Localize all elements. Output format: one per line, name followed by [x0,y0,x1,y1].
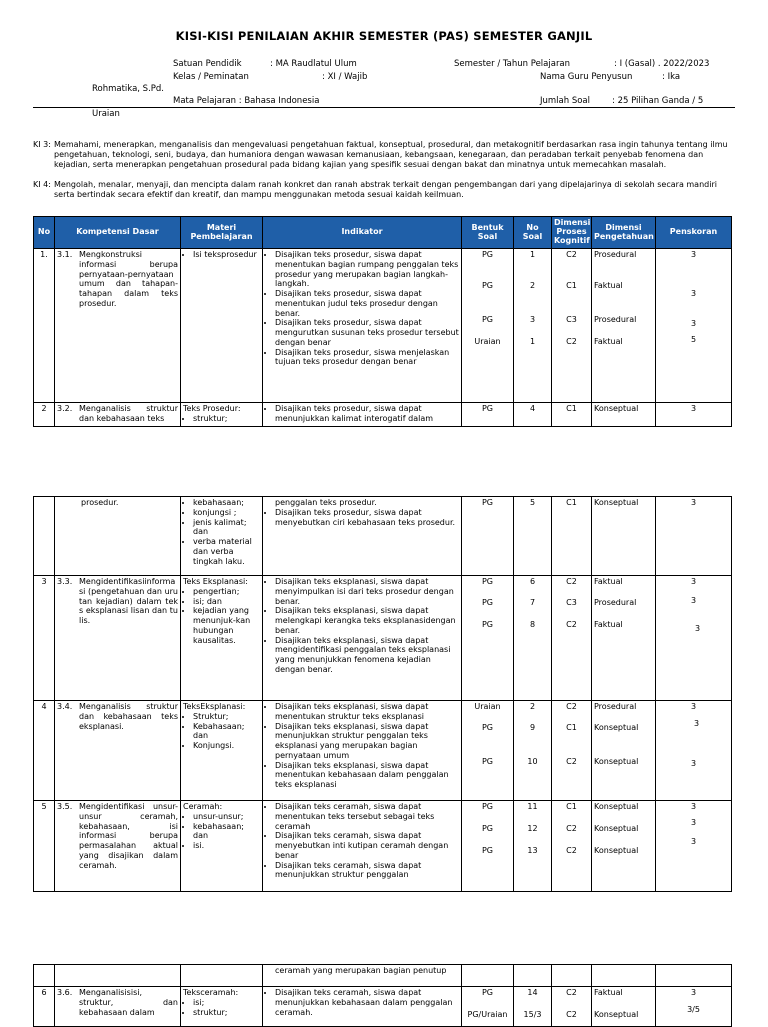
pengetahuan-value: Faktual [594,337,623,346]
col-no: No [34,217,55,249]
indikator-cell [263,576,462,701]
skor-value: 3 [690,988,697,997]
nosoal-value: 1 [529,250,536,259]
ki3-text: Memahami, menerapkan, menganalisis dan mengevaluasi pengetahuan faktual, konseptual, prosedural, dan metakognitif berdasarkan rasa ingin tahunya tentang ilmu pengetahuan, teknologi, seni, budaya, dan humaniora dengan wawasan kemanusiaan, kebangsaan, kenegaraan, dan peradaban terkait penyebab fenomena dan kejadian, serta menerapkan pengetahuan prosedural pada bidang kajian yang spesifik sesuai dengan bakat dan minatnya untuk memecahkan masalah. [54,140,728,169]
bentuk-cell [462,801,514,892]
col-indikator: Indikator [263,217,462,249]
indikator-item: • Disajikan teks eksplanasi, siswa dapat melengkapi kerangka teks eksplanasidengan benar. [275,606,459,635]
indikator-cont: ceramah yang merupakan bagian penutup [275,966,447,975]
row-no: 6 [34,987,55,1027]
materi-item: • kebahasaan; dan [193,822,260,842]
kisi-table-part-2 [33,496,732,892]
col-bentuk: Bentuk Soal [462,217,514,249]
materi-heading: Ceramah: [183,802,223,811]
nosoal-value: 7 [529,598,536,607]
proses-value: C3 [566,598,577,607]
semester-value: : I (Gasal) . 2022/2023 [614,59,710,69]
indikator-item: • Disajikan teks prosedur, siswa dapat menentukan bagian rumpang penggalan teks prosedur yang merupakan bagian langkah-langkah. [275,250,459,289]
skor-value: 3 [690,759,697,768]
table-row [34,249,732,403]
bentuk-value: PG [481,723,494,732]
proses-cell [552,965,592,987]
materi-item: • kejadian yang menunjuk-kan hubungan kausalitas. [193,606,260,645]
proses-value: C1 [566,723,577,732]
kd-text: Menganalisisisi, struktur, dan kebahasaan dalam [79,988,178,1017]
indikator-item: • Disajikan teks ceramah, siswa dapat menunjukkan kebahasaan dalam penggalan ceramah. [275,988,459,1017]
nosoal-value: 11 [527,802,538,811]
pengetahuan-cell [592,987,656,1027]
kisi-table-part-3 [33,964,732,1027]
satuan-value: : MA Raudlatul Ulum [270,59,357,69]
skor-value: 5 [690,335,697,344]
pengetahuan-value: Konseptual [594,757,639,766]
indikator-item: • Disajikan teks eksplanasi, siswa dapat mengidentifikasi penggalan teks eksplanasi yang menunjukkan fenomena kejadian dengan benar. [275,636,459,675]
kd-number: 3.3. [57,577,73,586]
materi-heading: Teks Prosedur: [183,404,241,413]
bentuk-value: Uraian [474,702,501,711]
table-row [34,576,732,701]
pengetahuan-value: Konseptual [594,802,639,811]
materi-item: • isi; dan [193,597,260,607]
col-materi: Materi Pembelajaran [181,217,263,249]
skor-cell [656,987,732,1027]
table-row [34,965,732,987]
ki4-label: KI 4: [33,180,51,189]
materi-cell [181,701,263,801]
materi-cell [181,965,263,987]
bentuk-value: PG [481,281,494,290]
proses-value: C2 [566,1010,577,1019]
materi-item: • Isi teksprosedur [193,250,260,260]
table-header-row [34,217,732,249]
table-row [34,987,732,1027]
indikator-item: • Disajikan teks prosedur, siswa menjelaskan tujuan teks prosedur dengan benar [275,348,459,368]
skor-value: 3 [690,289,697,298]
guru-value: : Ika [662,72,681,82]
proses-value: C2 [566,620,577,629]
mapel-label: Mata Pelajaran : Bahasa Indonesia [173,96,320,106]
indikator-item: • Disajikan teks prosedur, siswa dapat menentukan judul teks prosedur dengan benar. [275,289,459,318]
nosoal-value: 14 [527,988,538,997]
guru-value-cont: Rohmatika, S.Pd. [92,84,165,94]
nosoal-value: 1 [529,337,536,346]
indikator-item: • Disajikan teks eksplanasi, siswa dapat menentukan kebahasaan dalam penggalan teks eksplanasi [275,761,459,790]
pengetahuan-cell [592,249,656,403]
indikator-item: • Disajikan teks eksplanasi, siswa dapat menyimpulkan isi dari teks prosedur dengan benar. [275,577,459,606]
kd-cell [55,249,181,403]
guru-label: Nama Guru Penyusun [540,72,633,82]
nosoal-value: 2 [529,702,536,711]
row-no [34,965,55,987]
proses-value: C3 [566,315,577,324]
row-no: 1. [34,249,55,403]
proses-cell [552,701,592,801]
semester-label: Semester / Tahun Pelajaran [454,59,571,69]
indikator-item: • Disajikan teks ceramah, siswa dapat menunjukkan struktur penggalan [275,861,459,881]
nosoal-value: 10 [527,757,538,766]
bentuk-cell [462,965,514,987]
materi-heading: Teks Eksplanasi: [183,577,248,586]
kelas-label: Kelas / Peminatan [173,72,249,82]
jumlah-value-cont: Uraian [92,109,120,119]
materi-item: • pengertian; [193,587,260,597]
proses-value: C2 [566,824,577,833]
table-row [34,801,732,892]
materi-item: • Konjungsi. [193,741,260,751]
indikator-cell [263,801,462,892]
proses-cell [552,987,592,1027]
ki3-label: KI 3: [33,140,51,149]
proses-value: C2 [566,988,577,997]
satuan-label: Satuan Pendidik [173,59,242,69]
skor-value: 3 [690,802,697,811]
proses-value: C1 [552,497,592,576]
kd-number: 3.1. [57,250,73,259]
ki4-block [33,180,733,200]
pengetahuan-cell [592,701,656,801]
indikator-item: • Disajikan teks eksplanasi, siswa dapat menentukan struktur teks eksplanasi [275,702,459,722]
skor-value: 3 [690,250,697,259]
materi-item: • Kebahasaan; dan [193,722,260,742]
nosoal-value: 9 [529,723,536,732]
pengetahuan-value: Konseptual [592,497,656,576]
proses-cell [552,576,592,701]
indikator-item: • Disajikan teks prosedur, siswa dapat menunjukkan kalimat interogatif dalam [275,404,459,424]
kd-cell [55,497,181,576]
proses-value: C2 [566,846,577,855]
skor-cell [656,576,732,701]
pengetahuan-value: Faktual [594,577,623,586]
materi-cell [181,497,263,576]
pengetahuan-value: Prosedural [594,598,637,607]
nosoal-value: 15/3 [523,1010,542,1019]
kd-cell [55,403,181,427]
bentuk-value: PG [481,315,494,324]
pengetahuan-cell [592,801,656,892]
bentuk-value: Uraian [474,337,501,346]
kd-cell [55,965,181,987]
bentuk-value: PG [481,250,494,259]
materi-item: • verba material dan verba tingkah laku. [193,537,260,566]
skor-value: 3 [690,837,697,846]
kd-cell [55,576,181,701]
materi-cell [181,403,263,427]
materi-item: • unsur-unsur; [193,812,260,822]
nosoal-cell [514,249,552,403]
proses-value: C2 [566,757,577,766]
jumlah-label: Jumlah Soal [540,96,590,106]
materi-item: • struktur; [193,1008,260,1018]
pengetahuan-value: Prosedural [594,250,637,259]
row-no [34,497,55,576]
kd-text: Mengkonstruksi informasi berupa pernyataan-pernyataan umum dan tahapan-tahapan dalam teks prosedur. [79,250,178,308]
ki3-block [33,140,733,169]
kelas-value: : XI / Wajib [322,72,368,82]
nosoal-cell [514,801,552,892]
col-kd: Kompetensi Dasar [55,217,181,249]
pengetahuan-value: Konseptual [594,846,639,855]
pengetahuan-cell [592,576,656,701]
bentuk-value: PG [481,757,494,766]
kd-number: 3.5. [57,802,73,811]
bentuk-value: PG [481,988,494,997]
bentuk-value: PG [481,620,494,629]
nosoal-value: 6 [529,577,536,586]
materi-item: • kebahasaan; [193,498,260,508]
header-rule [33,107,735,108]
bentuk-cell [462,987,514,1027]
proses-value: C2 [566,250,577,259]
table-row [34,403,732,427]
col-dimensi-proses: Dimensi Proses Kognitif [552,217,592,249]
proses-value: C1 [552,403,592,427]
bentuk-cell [462,576,514,701]
materi-cell [181,249,263,403]
skor-value: 3/5 [687,1005,700,1014]
nosoal-value: 5 [514,497,552,576]
bentuk-value: PG [462,403,514,427]
nosoal-value: 2 [529,281,536,290]
kd-number: 3.4. [57,702,73,711]
col-penskoran: Penskoran [656,217,732,249]
nosoal-cell [514,701,552,801]
proses-value: C1 [566,281,577,290]
row-no: 2 [34,403,55,427]
bentuk-value: PG [462,497,514,576]
proses-value: C2 [566,337,577,346]
materi-item: • isi. [193,841,260,851]
bentuk-cell [462,701,514,801]
proses-cell [552,249,592,403]
nosoal-value: 13 [527,846,538,855]
col-nosoal: No Soal [514,217,552,249]
skor-value: 3 [693,719,700,728]
pengetahuan-cell [592,965,656,987]
materi-item: • konjungsi ; [193,508,260,518]
materi-item: • Struktur; [193,712,260,722]
bentuk-value: PG [481,577,494,586]
pengetahuan-value: Faktual [594,988,623,997]
row-no: 4 [34,701,55,801]
table-row [34,701,732,801]
jumlah-value: : 25 Pilihan Ganda / 5 [612,96,704,106]
indikator-cell [263,965,462,987]
nosoal-cell [514,965,552,987]
skor-value: 3 [690,596,697,605]
kd-cell [55,701,181,801]
kd-text: Menganalisis struktur dan kebahasaan teks [79,404,178,423]
indikator-item: • Disajikan teks ceramah, siswa dapat menyebutkan inti kutipan ceramah dengan benar [275,831,459,860]
indikator-cell [263,403,462,427]
skor-cell [656,701,732,801]
kd-text: prosedur. [81,498,119,507]
nosoal-value: 4 [514,403,552,427]
skor-value: 3 [656,497,732,576]
skor-cell [656,249,732,403]
bentuk-cell [462,249,514,403]
indikator-cell [263,701,462,801]
row-no: 3 [34,576,55,701]
indikator-item: • Disajikan teks prosedur, siswa dapat menyebutkan ciri kebahasaan teks prosedur. [275,508,459,528]
bentuk-value: PG [481,598,494,607]
pengetahuan-value: Prosedural [594,315,637,324]
skor-value: 3 [656,403,732,427]
materi-item: • jenis kalimat; dan [193,518,260,538]
materi-item: • struktur; [193,414,260,424]
skor-value: 3 [690,702,697,711]
bentuk-value: PG [481,802,494,811]
nosoal-value: 3 [529,315,536,324]
kd-number: 3.2. [57,404,73,413]
kd-text: Mengidentifikasiinformasi (pengetahuan dan urutan kejadian) dalam teks eksplanasi lisan dan tulis. [79,577,178,625]
skor-value: 3 [690,577,697,586]
skor-cell [656,965,732,987]
proses-value: C2 [566,702,577,711]
page-title: KISI-KISI PENILAIAN AKHIR SEMESTER (PAS) SEMESTER GANJIL [175,29,593,43]
nosoal-value: 8 [529,620,536,629]
kd-cell [55,801,181,892]
skor-value: 3 [690,818,697,827]
materi-heading: TeksEksplanasi: [183,702,246,711]
bentuk-value: PG [481,824,494,833]
kd-text: Menganalisis struktur dan kebahasaan teks eksplanasi. [79,702,178,731]
indikator-cell [263,987,462,1027]
kd-number: 3.6. [57,988,73,997]
indikator-cont: penggalan teks prosedur. [275,498,377,507]
materi-cell [181,987,263,1027]
materi-cell [181,576,263,701]
pengetahuan-value: Konseptual [592,403,656,427]
kd-text: Mengidentifikasi unsur-unsur ceramah, kebahasaan, isi informasi berupa permasalahan aktual yang disajikan dalam ceramah. [79,802,178,870]
kisi-table-part-1 [33,216,732,427]
pengetahuan-value: Konseptual [594,1010,639,1019]
row-no: 5 [34,801,55,892]
skor-value: 3 [694,624,701,633]
nosoal-cell [514,576,552,701]
pengetahuan-value: Konseptual [594,723,639,732]
col-dimensi-pengetahuan: Dimensi Pengetahuan [592,217,656,249]
proses-value: C1 [566,802,577,811]
pengetahuan-value: Konseptual [594,824,639,833]
nosoal-value: 12 [527,824,538,833]
pengetahuan-value: Prosedural [594,702,637,711]
indikator-item: • Disajikan teks ceramah, siswa dapat menentukan teks tersebut sebagai teks ceramah [275,802,459,831]
materi-heading: Teksceramah: [183,988,239,997]
skor-cell [656,801,732,892]
proses-cell [552,801,592,892]
pengetahuan-value: Faktual [594,281,623,290]
ki4-text: Mengolah, menalar, menyaji, dan mencipta dalam ranah konkret dan ranah abstrak terkait dengan pengembangan dari yang dipelajarinya di sekolah secara mandiri serta bertindak secara efektif dan kreatif, dan mampu menggunakan metoda sesuai kaidah keilmuan. [54,180,717,199]
indikator-cell [263,249,462,403]
pengetahuan-value: Faktual [594,620,623,629]
materi-item: • isi; [193,998,260,1008]
materi-cell [181,801,263,892]
bentuk-value: PG [481,846,494,855]
bentuk-value: PG/Uraian [467,1010,508,1019]
nosoal-cell [514,987,552,1027]
kd-cell [55,987,181,1027]
skor-value: 3 [690,319,697,328]
indikator-item: • Disajikan teks prosedur, siswa dapat mengurutkan susunan teks prosedur tersebut dengan benar [275,318,459,347]
proses-value: C2 [566,577,577,586]
indikator-item: • Disajikan teks eksplanasi, siswa dapat menunjukkan struktur penggalan teks eksplanasi yang merupakan bagian pernyataan umum [275,722,459,761]
table-row [34,497,732,576]
indikator-cell [263,497,462,576]
